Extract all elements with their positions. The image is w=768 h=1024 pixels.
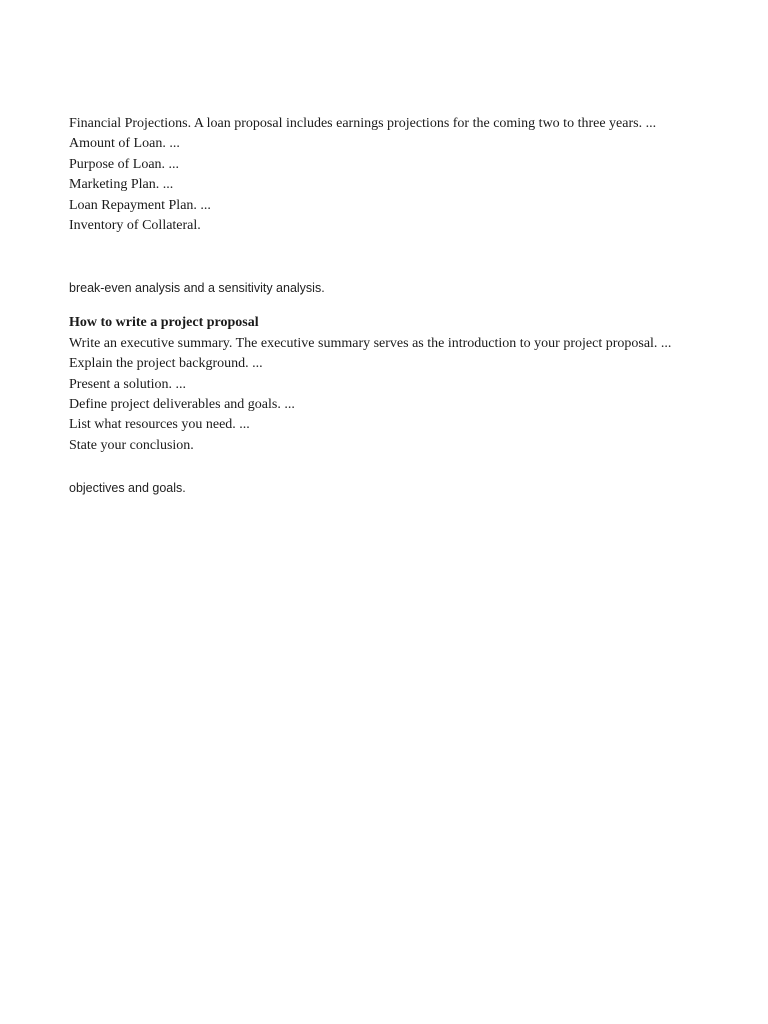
loan-item-purpose: Purpose of Loan. ... — [69, 156, 180, 172]
project-step-executive-summary: Write an executive summary. The executive summary serves as the introduction to your project proposal. ... — [69, 335, 672, 351]
project-step-conclusion: State your conclusion. — [69, 437, 194, 453]
loan-item-collateral: Inventory of Collateral. — [69, 218, 201, 234]
project-step-solution: Present a solution. ... — [69, 376, 187, 392]
project-step-deliverables: Define project deliverables and goals. ... — [69, 397, 295, 413]
spacer — [69, 236, 749, 278]
loan-proposal-list — [69, 114, 749, 236]
loan-item-financial-projections: Financial Projections. A loan proposal includes earnings projections for the coming two to three years. ... — [69, 116, 657, 131]
spacer — [69, 298, 749, 313]
project-step-background: Explain the project background. ... — [69, 356, 263, 372]
loan-item-amount: Amount of Loan. ... — [69, 136, 180, 152]
analysis-note: break-even analysis and a sensitivity analysis. — [69, 281, 325, 296]
loan-item-repayment-plan: Loan Repayment Plan. ... — [69, 197, 211, 213]
document-page — [69, 114, 749, 498]
spacer — [69, 456, 749, 478]
closing-note: objectives and goals. — [69, 481, 186, 496]
section-heading: How to write a project proposal — [69, 315, 259, 331]
project-proposal-section — [69, 313, 749, 456]
project-step-resources: List what resources you need. ... — [69, 417, 250, 433]
loan-item-marketing-plan: Marketing Plan. ... — [69, 177, 174, 193]
